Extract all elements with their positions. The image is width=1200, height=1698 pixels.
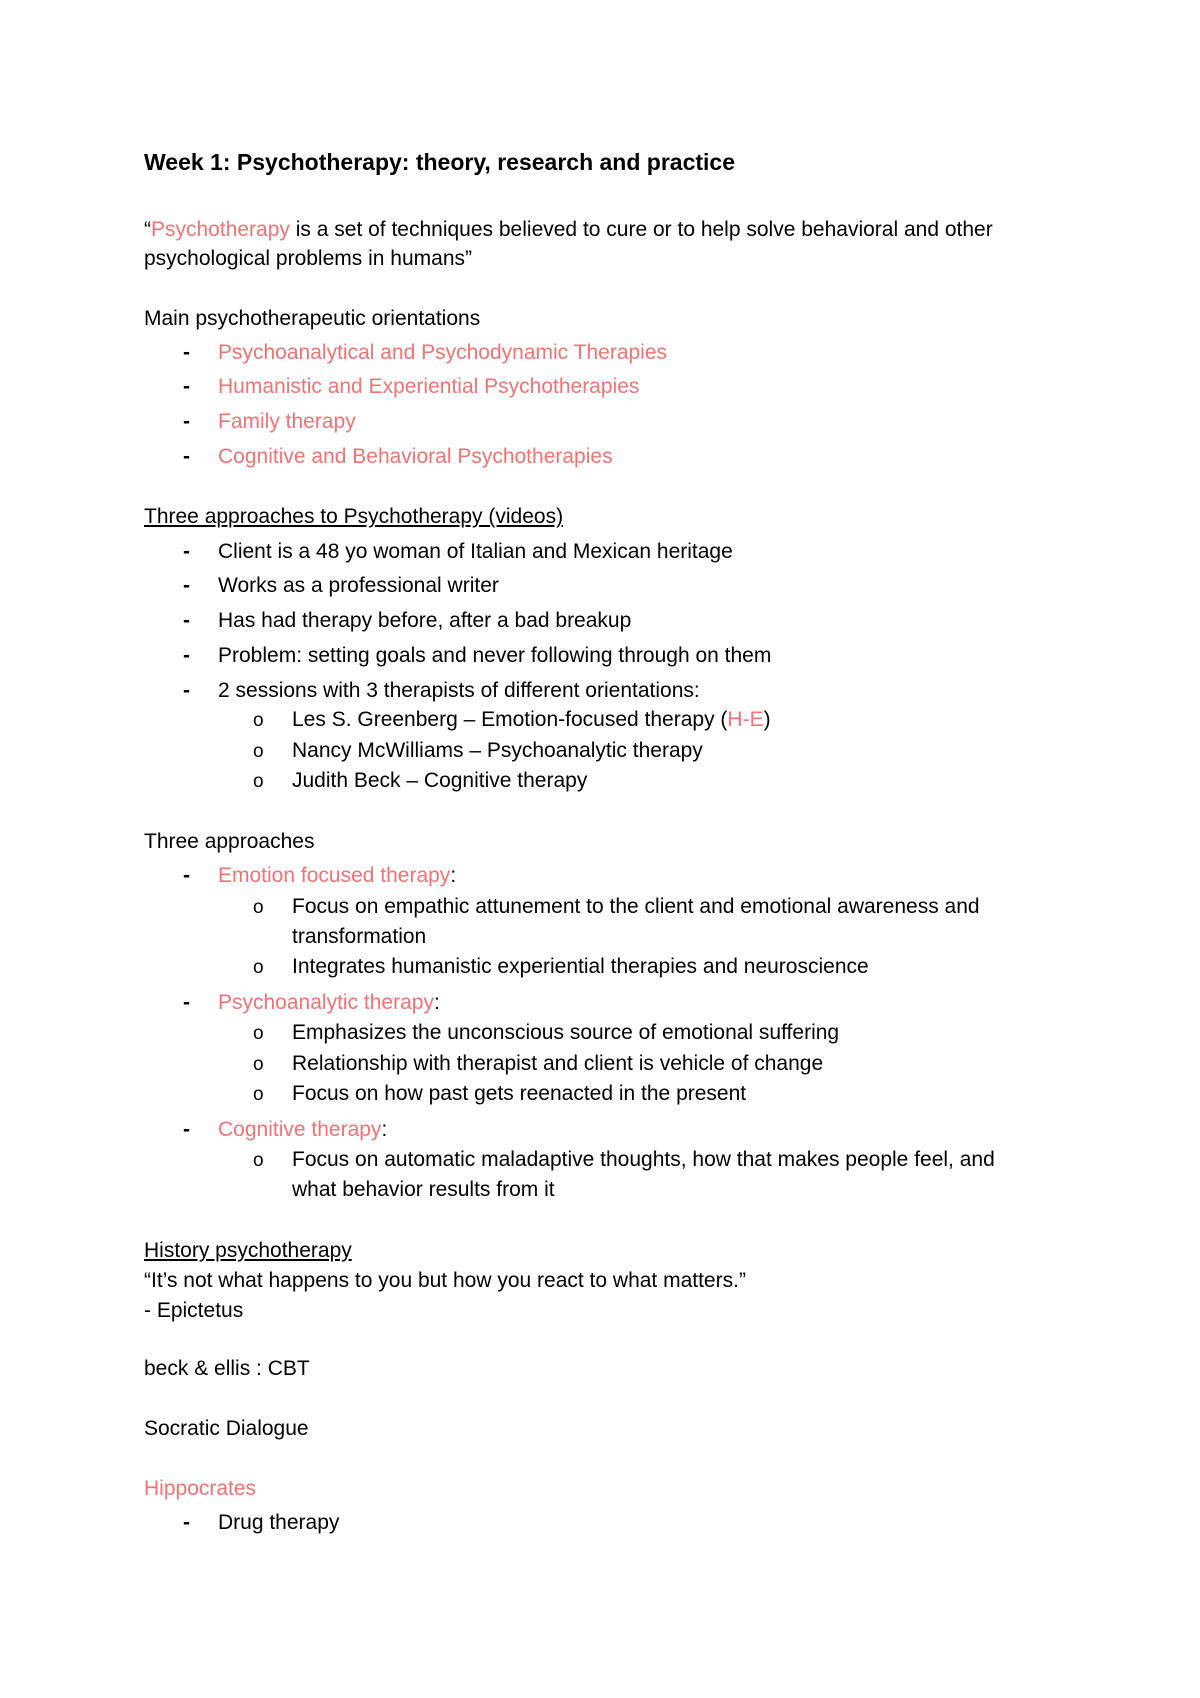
sub-list-item: Nancy McWilliams – Psychoanalytic therapy [292, 739, 703, 762]
cog-name: Cognitive therapy [218, 1118, 382, 1141]
definition-text: is a set of techniques believed to cure or to help solve behavioral and other [289, 218, 993, 241]
sub-bullet: o [253, 710, 264, 731]
list-item: Client is a 48 yo woman of Italian and Mexican heritage [218, 540, 733, 563]
list-dash: - [183, 679, 190, 702]
orientations-heading: Main psychotherapeutic orientations [144, 307, 481, 330]
cog-colon: : [381, 1118, 388, 1141]
list-item: Drug therapy [218, 1511, 340, 1534]
sub-bullet: o [253, 1150, 264, 1171]
sub-bullet: o [253, 741, 264, 762]
list-dash: - [183, 609, 190, 632]
list-dash: - [183, 445, 190, 468]
videos-heading: Three approaches to Psychotherapy (videos) [144, 505, 564, 528]
list-dash: - [183, 991, 190, 1014]
approaches-heading: Three approaches [144, 830, 315, 853]
sub-list-item: Focus on how past gets reenacted in the present [292, 1082, 747, 1105]
list-item: Works as a professional writer [218, 574, 499, 597]
cbt-note: beck & ellis : CBT [144, 1357, 310, 1380]
list-item: Cognitive and Behavioral Psychotherapies [218, 445, 613, 468]
list-item: Has had therapy before, after a bad breakup [218, 609, 632, 632]
sub-bullet: o [253, 1054, 264, 1075]
definition-open-quote: “ [144, 218, 151, 241]
sub-list-item: Focus on automatic maladaptive thoughts, how that makes people feel, and [292, 1148, 995, 1171]
list-item: Family therapy [218, 410, 356, 433]
sub-bullet: o [253, 957, 264, 978]
list-dash: - [183, 1118, 190, 1141]
therapist-1-close: ) [763, 708, 771, 731]
list-dash: - [183, 864, 190, 887]
sub-list-item: Emphasizes the unconscious source of emotional suffering [292, 1021, 840, 1044]
history-quote: “It’s not what happens to you but how you react to what matters.” [144, 1269, 746, 1292]
list-dash: - [183, 1511, 190, 1534]
list-item: Problem: setting goals and never following through on them [218, 644, 772, 667]
therapist-1-tag: H-E [727, 708, 764, 731]
list-dash: - [183, 644, 190, 667]
sub-bullet: o [253, 771, 264, 792]
list-dash: - [183, 410, 190, 433]
psa-colon: : [433, 991, 440, 1014]
therapist-1-text: Les S. Greenberg – Emotion-focused therapy ( [292, 708, 728, 731]
definition-line-2: psychological problems in humans” [144, 247, 472, 270]
sub-list-item: Focus on empathic attunement to the client and emotional awareness and [292, 895, 980, 918]
sub-list-item-continued: transformation [292, 925, 427, 948]
socratic-note: Socratic Dialogue [144, 1417, 309, 1440]
list-dash: - [183, 540, 190, 563]
list-item: Psychoanalytical and Psychodynamic Therapies [218, 341, 668, 364]
list-item [218, 992, 440, 1013]
list-dash: - [183, 341, 190, 364]
sub-bullet: o [253, 1023, 264, 1044]
sub-list-item: Judith Beck – Cognitive therapy [292, 769, 588, 792]
list-item [218, 1119, 387, 1140]
sub-list-item [292, 709, 771, 730]
psa-name: Psychoanalytic therapy [218, 991, 434, 1014]
list-dash: - [183, 574, 190, 597]
sub-list-item-continued: what behavior results from it [292, 1178, 555, 1201]
definition-term: Psychotherapy [151, 218, 290, 241]
eft-name: Emotion focused therapy [218, 864, 451, 887]
list-item: Humanistic and Experiential Psychotherapies [218, 375, 640, 398]
sub-bullet: o [253, 1084, 264, 1105]
history-quote-author: - Epictetus [144, 1299, 244, 1322]
sub-bullet: o [253, 897, 264, 918]
page-title: Week 1: Psychotherapy: theory, research and practice [144, 149, 736, 175]
sub-list-item: Integrates humanistic experiential therapies and neuroscience [292, 955, 869, 978]
hippocrates-heading: Hippocrates [144, 1477, 257, 1500]
list-item [218, 865, 456, 886]
list-dash: - [183, 375, 190, 398]
eft-colon: : [450, 864, 457, 887]
definition-line-1 [144, 219, 993, 240]
list-item: 2 sessions with 3 therapists of different orientations: [218, 679, 700, 702]
history-heading: History psychotherapy [144, 1239, 352, 1262]
sub-list-item: Relationship with therapist and client is vehicle of change [292, 1052, 824, 1075]
